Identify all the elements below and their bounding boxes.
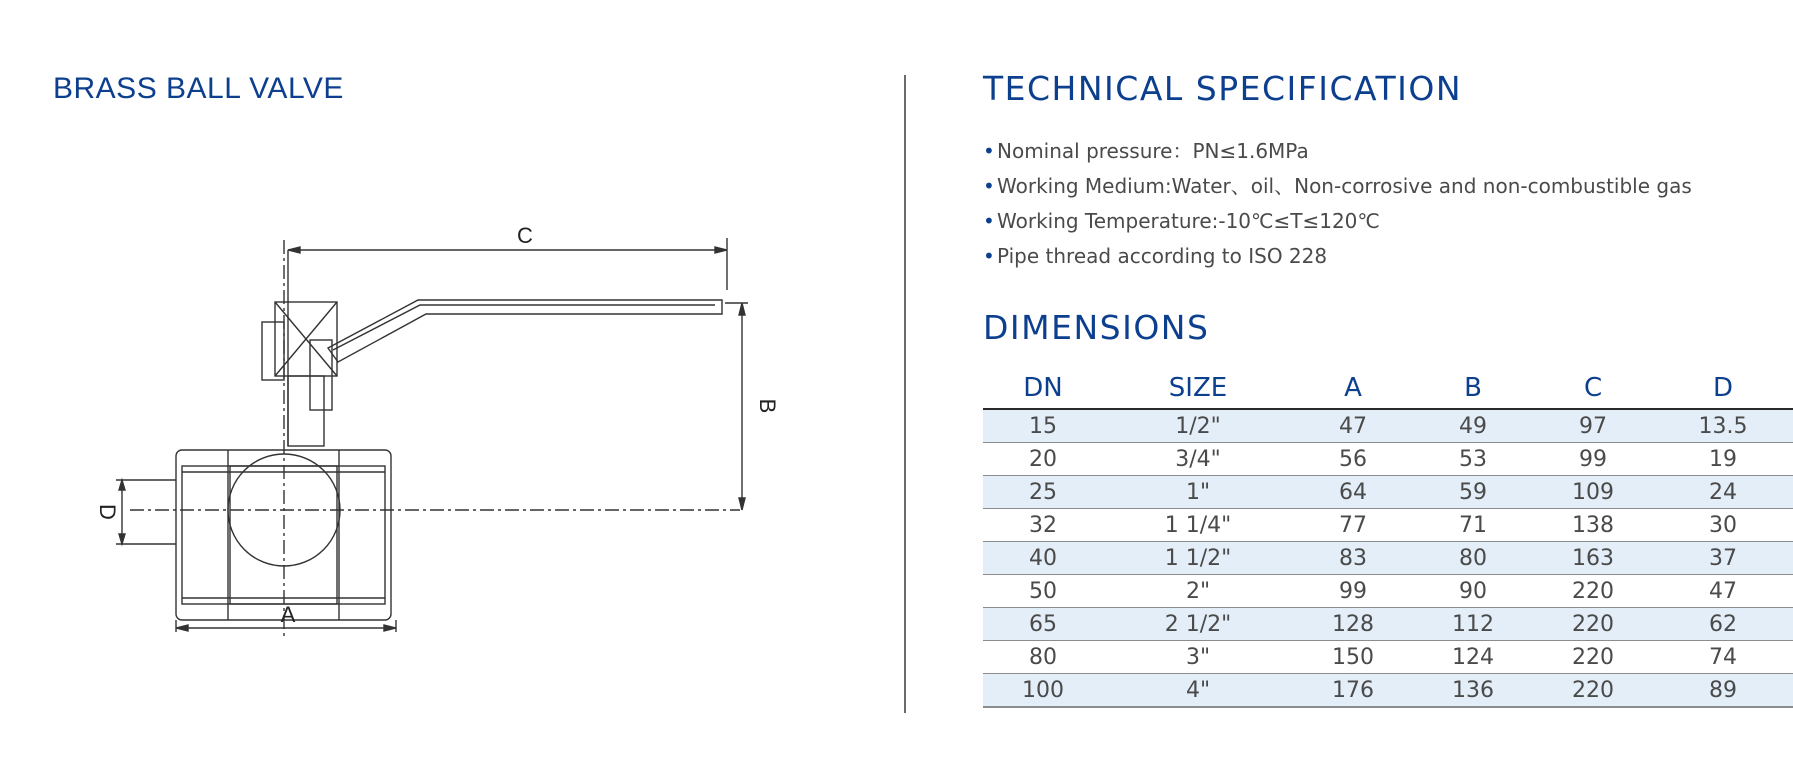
bullet-icon: • [983,244,995,268]
product-title: BRASS BALL VALVE [53,72,344,105]
table-cell: 13.5 [1653,409,1793,443]
table-row [983,443,1793,476]
table-cell: 40 [983,542,1103,575]
valve-diagram [70,210,780,650]
spec-item [983,169,1692,204]
table-cell: 220 [1533,674,1653,708]
table-row [983,608,1793,641]
table-row [983,409,1793,443]
column-divider [904,75,906,713]
table-row [983,476,1793,509]
table-cell: 20 [983,443,1103,476]
table-cell: 56 [1293,443,1413,476]
bullet-icon: • [983,174,995,198]
spec-item-text: Working Medium:Water、oil、Non-corrosive and non-combustible gas [997,174,1692,198]
bullet-icon: • [983,209,995,233]
table-row [983,674,1793,708]
table-cell: 77 [1293,509,1413,542]
column-header: A [1293,368,1413,409]
spec-item-text: Nominal pressure：PN≤1.6MPa [997,139,1309,163]
table-cell: 65 [983,608,1103,641]
column-header: DN [983,368,1103,409]
table-cell: 220 [1533,575,1653,608]
table-cell: 24 [1653,476,1793,509]
table-cell: 71 [1413,509,1533,542]
table-cell: 49 [1413,409,1533,443]
column-header: SIZE [1103,368,1293,409]
spec-item [983,134,1692,169]
dimensions-title: DIMENSIONS [983,308,1210,347]
table-cell: 2" [1103,575,1293,608]
table-cell: 30 [1653,509,1793,542]
table-cell: 1/2" [1103,409,1293,443]
table-cell: 89 [1653,674,1793,708]
spec-list [983,134,1692,274]
table-cell: 99 [1293,575,1413,608]
column-header: B [1413,368,1533,409]
table-cell: 176 [1293,674,1413,708]
table-header-row [983,368,1793,409]
table-row [983,509,1793,542]
table-row [983,542,1793,575]
table-cell: 1" [1103,476,1293,509]
table-cell: 15 [983,409,1103,443]
table-cell: 80 [983,641,1103,674]
dimension-c-label: C [517,223,533,248]
spec-item [983,204,1692,239]
table-cell: 136 [1413,674,1533,708]
table-cell: 32 [983,509,1103,542]
table-cell: 100 [983,674,1103,708]
table-cell: 90 [1413,575,1533,608]
table-cell: 99 [1533,443,1653,476]
column-header: C [1533,368,1653,409]
table-cell: 109 [1533,476,1653,509]
dimensions-table [983,368,1793,708]
table-cell: 112 [1413,608,1533,641]
table-cell: 83 [1293,542,1413,575]
table-cell: 128 [1293,608,1413,641]
spec-item [983,239,1692,274]
table-cell: 47 [1653,575,1793,608]
table-cell: 53 [1413,443,1533,476]
table-cell: 47 [1293,409,1413,443]
table-cell: 19 [1653,443,1793,476]
table-cell: 2 1/2" [1103,608,1293,641]
table-cell: 64 [1293,476,1413,509]
table-cell: 1 1/4" [1103,509,1293,542]
table-cell: 37 [1653,542,1793,575]
table-cell: 59 [1413,476,1533,509]
spec-item-text: Working Temperature:-10℃≤T≤120℃ [997,209,1380,233]
column-header: D [1653,368,1793,409]
dimension-a-label: A [280,602,296,627]
spec-title: TECHNICAL SPECIFICATION [983,69,1463,108]
table-cell: 1 1/2" [1103,542,1293,575]
table-row [983,575,1793,608]
table-cell: 163 [1533,542,1653,575]
table-row [983,641,1793,674]
table-cell: 97 [1533,409,1653,443]
table-cell: 62 [1653,608,1793,641]
table-cell: 50 [983,575,1103,608]
table-cell: 4" [1103,674,1293,708]
table-cell: 138 [1533,509,1653,542]
table-cell: 80 [1413,542,1533,575]
table-cell: 25 [983,476,1103,509]
table-cell: 124 [1413,641,1533,674]
table-cell: 150 [1293,641,1413,674]
dimension-d-label: D [95,504,120,520]
table-cell: 74 [1653,641,1793,674]
table-cell: 3/4" [1103,443,1293,476]
bullet-icon: • [983,139,995,163]
table-cell: 220 [1533,608,1653,641]
table-cell: 3" [1103,641,1293,674]
dimension-b-label: B [755,398,780,414]
table-cell: 220 [1533,641,1653,674]
spec-item-text: Pipe thread according to ISO 228 [997,244,1328,268]
